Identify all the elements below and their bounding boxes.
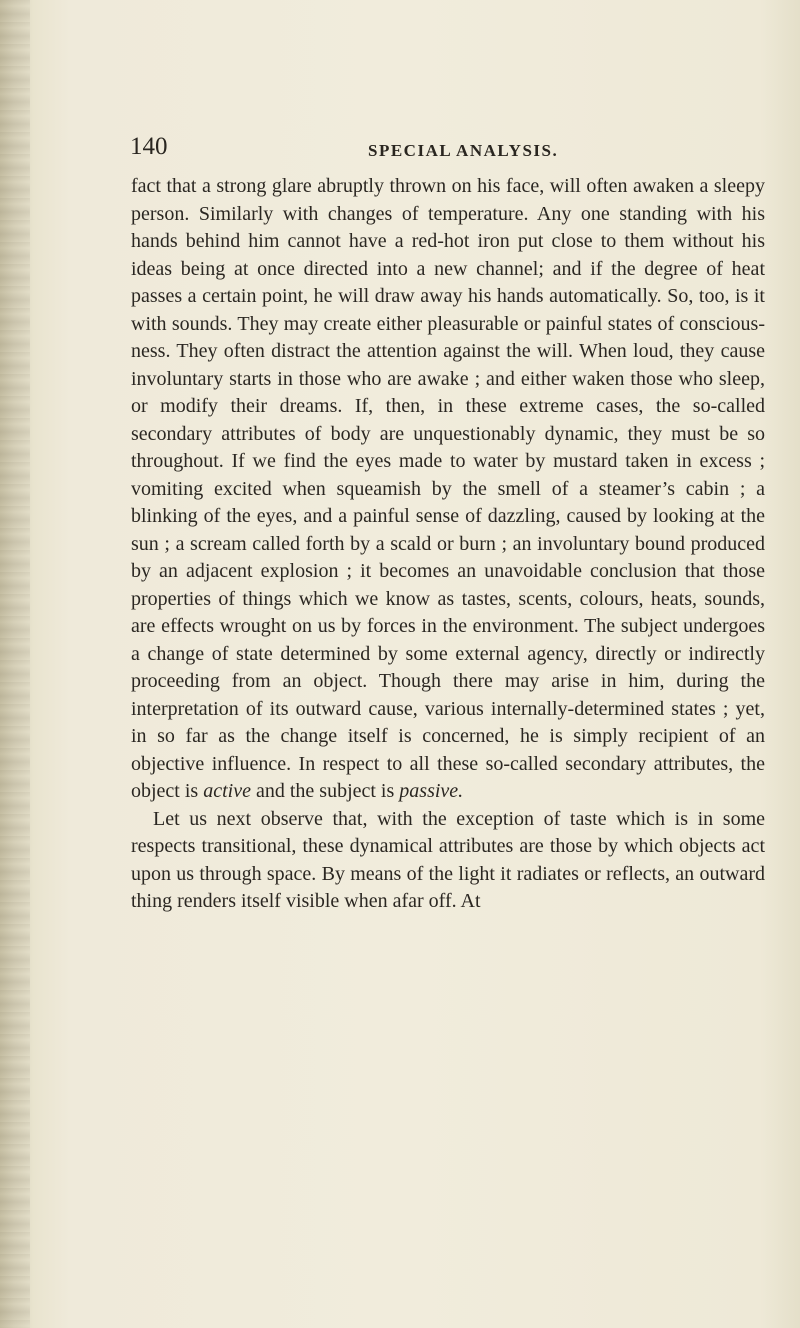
- page-header: [130, 134, 760, 168]
- paragraph: [131, 173, 765, 806]
- paragraph-text: fact that a strong glare abruptly thrown on his face, will often awaken a sleepy person. Similarly with changes of temperature. Any one standing with his hands behind him cannot have a red-hot iron put close to them without his ideas being at once directed into a new channel; and if the degree of heat passes a certain point, he will draw away his hands automatically. So, too, is it with sounds. They may create either pleasurable or painful states of consciousness. They often distract the attention against the will. When loud, they cause involuntary starts in those who are awake ; and either waken those who sleep, or modify their dreams. If, then, in these extreme cases, the so-called secondary attributes of body are unquestionably dynamic, they must be so throughout. If we find the eyes made to water by mustard taken in excess ; vomiting excited when squeamish by the smell of a steamer’s cabin ; a blinking of the eyes, and a painful sense of dazzling, caused by looking at the sun ; a scream called forth by a scald or burn ; an involuntary bound produced by an adjacent explosion ; it becomes an unavoidable conclusion that those properties of things which we know as tastes, scents, colours, heats, sounds, are effects wrought on us by forces in the environment. The subject undergoes a change of state determined by some external agency, directly or indirectly proceeding from an object. Though there may arise in him, during the interpretation of its outward cause, various internally-determined states ; yet, in so far as the change itself is concerned, he is simply recipient of an objective influence. In respect to all these so-called secondary attributes, the object is: [131, 175, 765, 802]
- page-binding-shadow: [0, 0, 30, 1328]
- running-head: SPECIAL ANALYSIS.: [368, 141, 559, 160]
- italic-term: active: [203, 780, 251, 802]
- body-text: [131, 173, 765, 916]
- page-number: 140: [130, 133, 168, 160]
- italic-term: passive.: [399, 780, 464, 802]
- paragraph-text: and the subject is: [250, 780, 400, 802]
- paragraph: [131, 806, 765, 916]
- paragraph-text: Let us next observe that, with the exception of taste which is in some respects transitional, these dynamical attributes are those by which objects act upon us through space. By means of the light it radiates or reflects, an outward thing renders itself visible when afar off. At: [131, 807, 765, 912]
